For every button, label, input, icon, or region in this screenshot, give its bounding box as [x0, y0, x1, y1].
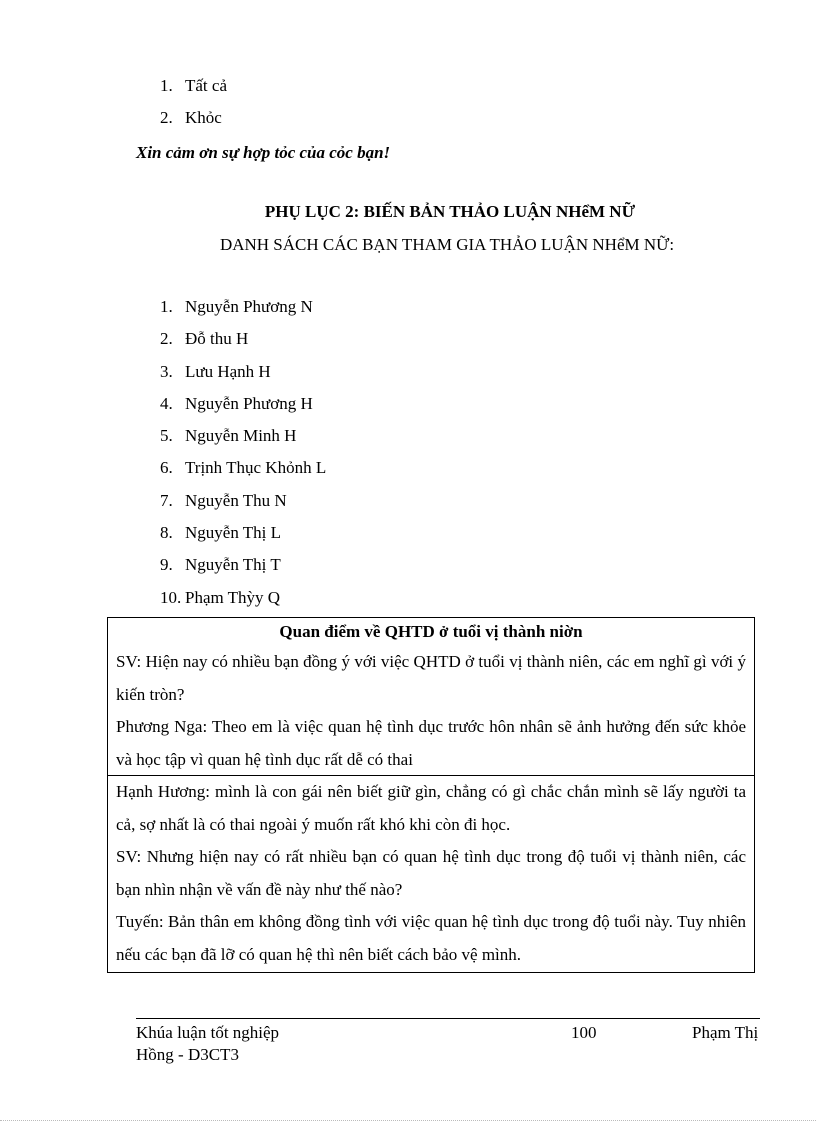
list-item: 2. Khỏc	[160, 108, 222, 128]
dialogue-paragraph: SV: Nhưng hiện nay có rất nhiều bạn có quan hệ tình dục trong độ tuổi vị thành niên, các bạn nhìn nhận về vấn đề này như thế nào?	[116, 847, 746, 899]
answer-options-list	[160, 70, 227, 135]
table-row	[108, 776, 754, 972]
discussion-table	[107, 617, 755, 973]
page-number: 100	[571, 1023, 597, 1042]
list-item: 6. Trịnh Thục Khỏnh L	[160, 458, 327, 478]
list-item: 3. Lưu Hạnh H	[160, 361, 271, 381]
participants-list	[160, 291, 326, 614]
list-item: 1. Tất cả	[160, 76, 227, 95]
list-item: 7. Nguyễn Thu N	[160, 490, 287, 510]
dialogue-paragraph: Tuyến: Bản thân em không đồng tình với việc quan hệ tình dục trong độ tuổi này. Tuy nhiên nếu các bạn đã lỡ có quan hệ thì nên biết cách bảo vệ mình.	[116, 912, 746, 964]
dialogue-paragraph: Phương Nga: Theo em là việc quan hệ tình dục trước hôn nhân sẽ ảnh hưởng đến sức khỏe và học tập vì quan hệ tình dục rất dễ có thai	[116, 717, 746, 769]
list-item: 10. Phạm Thỳy Q	[160, 587, 281, 607]
footer-thesis-label: Khúa luận tốt nghiệp	[136, 1023, 280, 1042]
list-item: 9. Nguyễn Thị T	[160, 555, 281, 575]
page-edge-divider	[0, 1120, 816, 1121]
appendix-subtitle: DANH SÁCH CÁC BẠN THAM GIA THẢO LUẬN NHểM NỮ:	[219, 235, 675, 254]
thanks-note: Xin cảm ơn sự hợp tỏc của cỏc bạn!	[136, 143, 391, 162]
list-item: 1. Nguyễn Phương N	[160, 297, 313, 316]
dialogue-paragraph: Hạnh Hương: mình là con gái nên biết giữ gìn, chẳng có gì chắc chắn mình sẽ lấy người ta cả, sợ nhất là có thai ngoài ý muốn rất khó khi còn đi học.	[116, 782, 746, 834]
footer-author-class: Hồng - D3CT3	[136, 1045, 239, 1064]
appendix-title: PHỤ LỤC 2: BIẾN BẢN THẢO LUẬN NHểM NỮ	[264, 202, 636, 221]
dialogue-paragraph: SV: Hiện nay có nhiều bạn đồng ý với việc QHTD ở tuổi vị thành niên, các em nghĩ gì với ý kiến tròn?	[116, 652, 746, 704]
footer-author: Phạm Thị	[692, 1023, 759, 1042]
footer-divider	[136, 1018, 760, 1019]
list-item: 5. Nguyễn Minh H	[160, 426, 297, 446]
list-item: 2. Đỗ thu H	[160, 329, 249, 349]
list-item: 8. Nguyễn Thị L	[160, 523, 282, 543]
table-row	[108, 618, 754, 776]
footer-left	[136, 1022, 279, 1066]
list-item: 4. Nguyễn Phương H	[160, 393, 313, 413]
table-heading: Quan điểm về QHTD ở tuổi vị thành niờn	[279, 622, 583, 641]
